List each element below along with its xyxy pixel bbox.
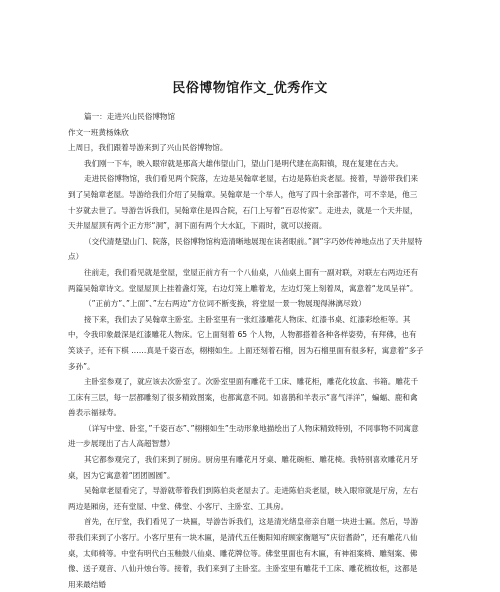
comment-paragraph: （”正前方”、”上面”、”左右两边”方位词不断变换，将堂屋一景一物展现得淋漓尽致） <box>84 299 366 309</box>
section-heading: 篇一：走进兴山民俗博物馆 <box>84 112 176 121</box>
author-line: 作文一班黄杨姝欣 <box>68 127 129 137</box>
paragraph: 其它都参观完了，我们来到了厨房。厨房里有雕花月牙桌、雕花碗柜、雕花椅。我特别喜欢雕花月牙桌，因为它寓意着“团团圆圆”。 <box>68 455 419 480</box>
comment-paragraph: （详写中堂、卧室，”千姿百态”、”栩栩如生”生动形象地描绘出了人物床精致特别，不同事物不同寓意进一步展现出了古人高超智慧） <box>68 423 419 449</box>
paragraph: 首先，在厅堂，我们看见了一块匾，导游告诉我们，这是清光绪皇帝亲自题一块进士匾。然后，导游带我们来到了小客厅。小客厅里有一块木匾，是清代五任衡阳知府顾家衡题写“庆衍耆龄”，还有雕花八仙桌，太师椅等。中堂有明代白玉釉鼓八仙桌、雕花牌位等。佛堂里面也有木匾，有神祖案椅、雕刻案、佛像、送子观音、八仙升烛台等。接着，我们来到了主卧室。主卧室里有雕花千工床、雕花梳妆柜，这都是用来最结婚 <box>68 517 419 589</box>
article-body <box>68 109 424 592</box>
paragraph: 往前走，我们看见就是堂屋，堂屋正前方有一个八仙桌，八仙桌上面有一副对联，对联左右两边还有两篇吴翰章诗文。堂屋屋顶上挂着盏灯笼，右边灯笼上雕着龙，左边灯笼上刻着凤，寓意着“龙凤呈祥”。 <box>68 267 419 293</box>
paragraph: 上周日，我们跟着导游来到了兴山民俗博物馆。 <box>68 143 228 153</box>
paragraph: 接下来，我们去了吴翰章主卧室。主卧室里有一张红漆雕花人物床、红漆书桌、红漆彩绘柜等。其中，令我印象最深是红漆雕花人物床。它上面刻着 65 个人物，人物都搭着各种各样姿势，有拜佛，也有笑谈子，还有下棋 ……真是千姿百态，栩栩如生。上面还刻着石榴，因为石榴里面有很多籽，寓意着“多子多孙”。 <box>68 314 424 371</box>
paragraph: 主卧室参观了，就应该去次卧室了。次卧室里面有雕花千工床、雕花柜，雕花化妆盒、书箱。雕花千工床有三层，每一层都雕刻了很多精致图案，也都寓意不同。如喜鹊和羊表示“喜气洋洋”，蝙蝠、鹿和禽兽表示福禄寿。 <box>68 377 419 418</box>
paragraph: 我们刚一下车，映入眼帘就是那高大雄伟望山门，望山门是明代建在高阳镇，现在复建在古夫。 <box>84 158 403 168</box>
comment-paragraph: （交代清楚望山门、院落，民俗博物馆构造清晰地展现在读者眼前。”洞”字巧妙传神地点出了天井屋特点） <box>68 236 423 262</box>
paragraph: 走进民俗博物馆，我们看见两个院落，左边是吴翰章老屋，右边是陈伯炎老屋。接着，导游带我们来到了吴翰章老屋。导游给我们介绍了吴翰章。吴翰章是一个举人，他写了四十余部著作，可不幸是，他三十岁就去世了。导游告诉我们，吴翰章住是四合院，石门上写着“百忍传家”。走进去，就是一个天井屋，天井屋屋顶有两个正方形“洞”，洞下面有两个大水缸，下雨时，就可以接雨。 <box>68 174 419 231</box>
paragraph: 吴翰章老屋看完了，导游就带着我们到陈伯炎老屋去了。走进陈伯炎老屋，映入眼帘就是厅房，左右两边是厢房，还有堂屋、中堂、佛堂、小客厅、主卧室、工具房。 <box>68 486 419 511</box>
page-title: 民俗博物馆作文_优秀作文 <box>172 81 328 96</box>
